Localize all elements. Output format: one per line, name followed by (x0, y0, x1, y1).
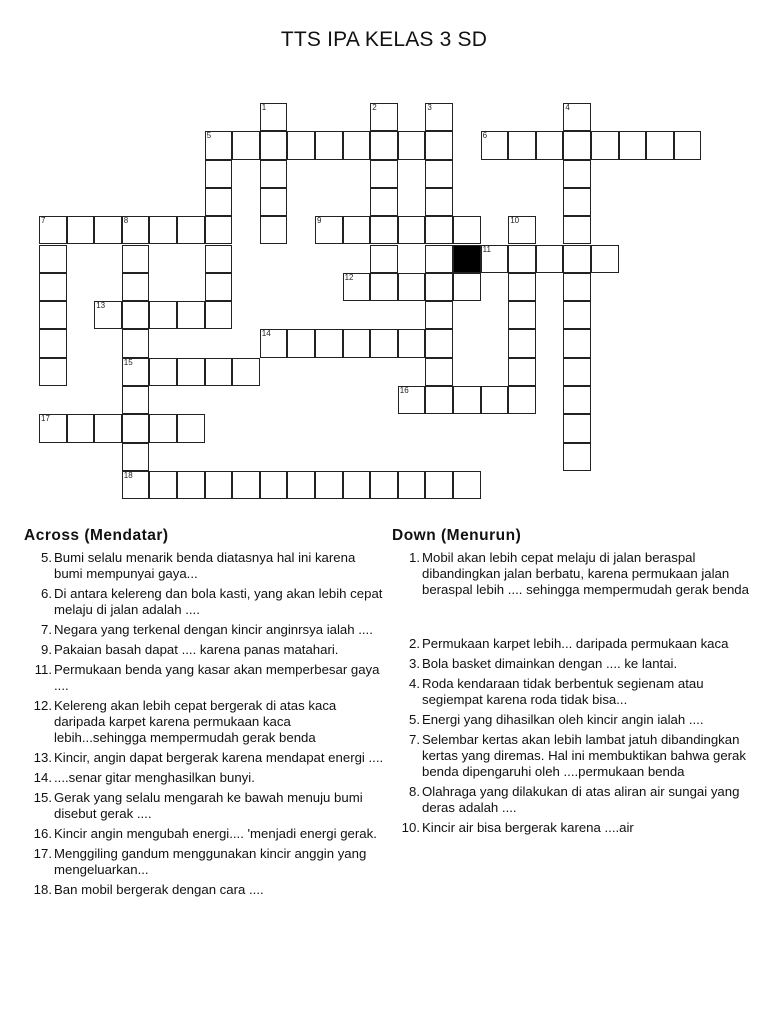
grid-cell[interactable] (260, 471, 288, 499)
grid-cell[interactable] (563, 245, 591, 273)
grid-cell[interactable] (122, 414, 150, 442)
clue-number: 7. (409, 732, 420, 747)
grid-cell[interactable] (122, 301, 150, 329)
cell-number: 10 (510, 216, 520, 226)
grid-cell[interactable] (453, 386, 481, 414)
clue-down (392, 550, 752, 598)
grid-cell[interactable] (287, 329, 315, 357)
grid-cell[interactable] (287, 131, 315, 159)
clue-number: 16. (33, 826, 52, 841)
grid-cell[interactable] (563, 103, 591, 131)
grid-cell[interactable] (343, 273, 371, 301)
grid-cell[interactable] (370, 273, 398, 301)
grid-cell[interactable] (343, 329, 371, 357)
grid-cell[interactable] (122, 443, 150, 471)
grid-cell[interactable] (508, 245, 536, 273)
clue-number: 4. (409, 676, 420, 691)
grid-cell[interactable] (122, 216, 150, 244)
grid-cell[interactable] (122, 358, 150, 386)
down-clues (392, 528, 752, 840)
grid-cell[interactable] (177, 216, 205, 244)
grid-cell[interactable] (39, 273, 67, 301)
grid-cell[interactable] (563, 160, 591, 188)
grid-cell[interactable] (508, 273, 536, 301)
cell-number: 16 (399, 386, 409, 395)
grid-cell[interactable] (563, 358, 591, 386)
grid-cell[interactable] (425, 273, 453, 301)
grid-cell[interactable] (425, 188, 453, 216)
clue-down (392, 676, 752, 708)
grid-cell[interactable] (205, 358, 233, 386)
clue-number: 3. (409, 656, 420, 671)
grid-cell[interactable] (370, 216, 398, 244)
clue-across (24, 750, 384, 766)
clue-number: 5. (409, 712, 420, 727)
cell-number: 3 (427, 103, 432, 112)
grid-cell[interactable] (122, 386, 150, 414)
grid-cell[interactable] (39, 216, 67, 244)
grid-cell[interactable] (67, 216, 95, 244)
clue-across (24, 790, 384, 822)
clue-number: 8. (409, 784, 420, 799)
grid-cell[interactable] (425, 386, 453, 414)
grid-cell[interactable] (177, 358, 205, 386)
across-clues (24, 528, 384, 902)
grid-cell[interactable] (205, 188, 233, 216)
cell-number: 7 (41, 216, 46, 226)
clue-text: Pakaian basah dapat .... karena panas matahari. (54, 642, 339, 657)
grid-cell[interactable] (508, 329, 536, 357)
grid-cell[interactable] (481, 245, 509, 273)
clue-across (24, 770, 384, 786)
grid-cell[interactable] (370, 471, 398, 499)
grid-cell[interactable] (287, 471, 315, 499)
grid-cell[interactable] (343, 471, 371, 499)
grid-cell[interactable] (425, 216, 453, 244)
grid-cell[interactable] (177, 301, 205, 329)
cell-number: 8 (123, 216, 129, 226)
grid-cell[interactable] (39, 301, 67, 329)
clue-text: Bola basket dimainkan dengan .... ke lantai. (422, 656, 678, 671)
grid-cell[interactable] (205, 245, 233, 273)
grid-cell[interactable] (260, 160, 288, 188)
grid-cell[interactable] (563, 329, 591, 357)
clue-number: 14. (33, 770, 52, 785)
grid-cell[interactable] (398, 273, 426, 301)
clue-number: 6. (41, 586, 52, 601)
grid-cell[interactable] (398, 131, 426, 159)
clue-across (24, 826, 384, 842)
grid-cell[interactable] (315, 329, 343, 357)
cell-number: 5 (206, 131, 212, 141)
cell-number: 6 (482, 131, 488, 141)
grid-cell[interactable] (563, 216, 591, 244)
clue-across (24, 882, 384, 898)
clue-across (24, 846, 384, 878)
clue-across (24, 642, 384, 658)
clue-text: Kincir air bisa bergerak karena ....air (422, 820, 634, 835)
grid-cell[interactable] (232, 131, 260, 159)
clue-text: Olahraga yang dilakukan di atas aliran air sungai yang deras adalah .... (422, 784, 740, 815)
grid-cell[interactable] (39, 414, 67, 442)
down-heading: Down (Menurun) (392, 527, 522, 544)
cell-number: 4 (565, 103, 570, 112)
clue-number: 13. (33, 750, 52, 765)
grid-cell[interactable] (260, 329, 288, 357)
grid-cell[interactable] (149, 216, 177, 244)
grid-cell[interactable] (425, 329, 453, 357)
grid-cell[interactable] (508, 131, 536, 159)
grid-cell[interactable] (122, 273, 150, 301)
grid-cell[interactable] (205, 160, 233, 188)
clue-down (392, 656, 752, 672)
grid-cell[interactable] (232, 358, 260, 386)
clue-number: 17. (33, 846, 52, 861)
grid-cell[interactable] (425, 160, 453, 188)
clue-down (392, 732, 752, 780)
cell-number: 15 (123, 357, 133, 367)
grid-cell[interactable] (370, 131, 398, 159)
clue-text: Bumi selalu menarik benda diatasnya hal ini karena bumi mempunyai gaya... (54, 550, 356, 581)
grid-cell[interactable] (563, 443, 591, 471)
clue-across (24, 622, 384, 638)
grid-cell[interactable] (563, 131, 591, 159)
grid-cell[interactable] (563, 301, 591, 329)
grid-cell[interactable] (205, 131, 233, 159)
grid-cell[interactable] (370, 103, 398, 131)
grid-cell[interactable] (646, 131, 674, 159)
grid-cell[interactable] (563, 273, 591, 301)
clue-text: Permukaan benda yang kasar akan memperbesar gaya .... (54, 662, 380, 693)
grid-cell[interactable] (536, 131, 564, 159)
clue-text: Di antara kelereng dan bola kasti, yang akan lebih cepat melaju di jalan adalah .... (54, 586, 383, 617)
cell-number: 14 (261, 329, 271, 339)
grid-cell[interactable] (591, 131, 619, 159)
grid-cell[interactable] (232, 471, 260, 499)
grid-cell[interactable] (453, 273, 481, 301)
grid-cell[interactable] (453, 216, 481, 244)
grid-cell[interactable] (177, 471, 205, 499)
clue-text: Kelereng akan lebih cepat bergerak di atas kaca daripada karpet karena permukaan kaca lebih...sehingga mempermudah gerak benda (54, 698, 337, 745)
clue-text: Ban mobil bergerak dengan cara .... (54, 882, 264, 897)
grid-cell[interactable] (453, 471, 481, 499)
clue-down (392, 712, 752, 728)
clue-text: Mobil akan lebih cepat melaju di jalan beraspal dibandingkan jalan berbatu, karena permukaan jalan beraspal lebih .... sehingga mempermudah gerak benda (422, 550, 749, 597)
cell-number: 13 (96, 301, 106, 311)
grid-cell[interactable] (481, 386, 509, 414)
grid-cell[interactable] (122, 245, 150, 273)
clue-number: 11. (34, 662, 52, 677)
grid-cell[interactable] (563, 414, 591, 442)
grid-cell[interactable] (177, 414, 205, 442)
cell-number: 1 (261, 103, 267, 112)
grid-cell[interactable] (122, 329, 150, 357)
grid-cell[interactable] (94, 414, 122, 442)
grid-cell[interactable] (39, 329, 67, 357)
grid-cell[interactable] (149, 414, 177, 442)
grid-cell[interactable] (370, 188, 398, 216)
clue-down (392, 636, 752, 652)
page-title: TTS IPA KELAS 3 SD (280, 28, 488, 51)
grid-cell[interactable] (370, 160, 398, 188)
grid-cell[interactable] (674, 131, 702, 159)
grid-cell[interactable] (260, 188, 288, 216)
grid-cell[interactable] (343, 216, 371, 244)
clue-text: Kincir, angin dapat bergerak karena mendapat energi .... (54, 750, 384, 765)
grid-cell[interactable] (508, 301, 536, 329)
cell-number: 9 (317, 216, 322, 226)
grid-cell[interactable] (425, 245, 453, 273)
cell-number: 17 (41, 414, 50, 424)
grid-cell[interactable] (398, 471, 426, 499)
grid-cell[interactable] (94, 301, 122, 329)
clue-text: Negara yang terkenal dengan kincir anginrsya ialah .... (54, 622, 373, 637)
grid-cell[interactable] (343, 131, 371, 159)
clue-number: 18. (33, 882, 52, 897)
grid-cell[interactable] (425, 471, 453, 499)
grid-cell[interactable] (398, 386, 426, 414)
grid-cell[interactable] (398, 329, 426, 357)
clue-number: 1. (409, 550, 420, 565)
clue-text: ....senar gitar menghasilkan bunyi. (54, 770, 255, 785)
grid-cell[interactable] (508, 386, 536, 414)
clue-across (24, 586, 384, 618)
clue-number: 10. (401, 820, 420, 835)
grid-cell[interactable] (508, 358, 536, 386)
clue-down (392, 820, 752, 836)
grid-cell[interactable] (67, 414, 95, 442)
grid-cell[interactable] (315, 131, 343, 159)
grid-cell[interactable] (260, 131, 288, 159)
clue-text: Gerak yang selalu mengarah ke bawah menuju bumi disebut gerak .... (54, 790, 363, 821)
clue-number: 5. (41, 550, 52, 565)
grid-cell[interactable] (370, 245, 398, 273)
grid-cell[interactable] (425, 131, 453, 159)
grid-cell[interactable] (591, 245, 619, 273)
clue-number: 7. (41, 622, 52, 637)
cell-number: 11 (482, 244, 491, 254)
grid-cell[interactable] (619, 131, 647, 159)
clue-down (392, 784, 752, 816)
clue-number: 12. (33, 698, 52, 713)
grid-cell[interactable] (260, 216, 288, 244)
clue-number: 9. (41, 642, 52, 657)
clue-number: 2. (409, 636, 420, 651)
grid-cell[interactable] (94, 216, 122, 244)
grid-cell[interactable] (122, 471, 150, 499)
grid-cell[interactable] (425, 103, 453, 131)
grid-cell[interactable] (205, 471, 233, 499)
grid-cell[interactable] (39, 358, 67, 386)
black-cell (453, 245, 481, 273)
grid-cell[interactable] (425, 358, 453, 386)
clue-text: Permukaan karpet lebih... daripada permukaan kaca (422, 636, 729, 651)
across-heading: Across (Mendatar) (24, 527, 169, 544)
clue-text: Roda kendaraan tidak berbentuk segienam atau segiempat karena roda tidak bisa... (422, 676, 704, 707)
grid-cell[interactable] (205, 301, 233, 329)
grid-cell[interactable] (425, 301, 453, 329)
grid-cell[interactable] (149, 301, 177, 329)
cell-number: 18 (123, 470, 133, 480)
clue-text: Energi yang dihasilkan oleh kincir angin ialah .... (422, 712, 704, 727)
grid-cell[interactable] (205, 216, 233, 244)
clue-number: 15. (33, 790, 52, 805)
clue-text: Kincir angin mengubah energi.... 'menjadi energi gerak. (54, 826, 377, 841)
cell-number: 2 (372, 103, 377, 112)
grid-cell[interactable] (260, 103, 288, 131)
grid-cell[interactable] (563, 188, 591, 216)
cell-number: 12 (344, 272, 354, 282)
grid-cell[interactable] (205, 273, 233, 301)
grid-cell[interactable] (149, 358, 177, 386)
grid-cell[interactable] (315, 471, 343, 499)
clue-across (24, 698, 384, 746)
clue-across (24, 662, 384, 694)
grid-cell[interactable] (398, 216, 426, 244)
grid-cell[interactable] (370, 329, 398, 357)
grid-cell[interactable] (481, 131, 509, 159)
clue-across (24, 550, 384, 582)
grid-cell[interactable] (149, 471, 177, 499)
clue-text: Selembar kertas akan lebih lambat jatuh dibandingkan kertas yang diremas. Hal ini membuktikan bahwa gerak benda dipengaruhi oleh ....permukaan benda (422, 732, 746, 779)
clue-text: Menggiling gandum menggunakan kincir anggin yang mengeluarkan... (54, 846, 367, 877)
grid-cell[interactable] (563, 386, 591, 414)
grid-cell[interactable] (508, 216, 536, 244)
grid-cell[interactable] (536, 245, 564, 273)
grid-cell[interactable] (315, 216, 343, 244)
grid-cell[interactable] (39, 245, 67, 273)
